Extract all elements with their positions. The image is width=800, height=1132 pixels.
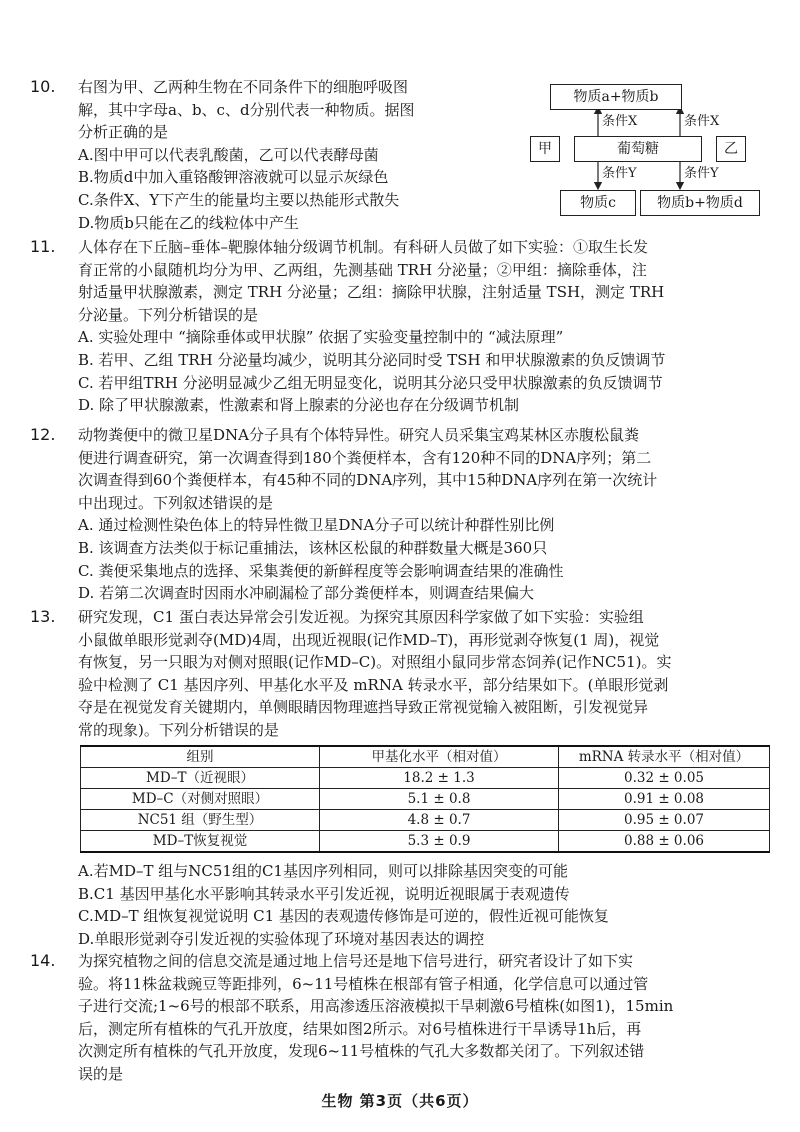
stem-line: 人体存在下丘脑–垂体–靶腺体轴分级调节机制。有科研人员做了如下实验：①取生长发 [78,238,649,256]
question-13 [30,606,775,742]
stem-line: 常的现象)。下列分析错误的是 [78,720,279,739]
options [78,326,775,416]
question-stem [78,76,508,144]
organism-a-box: 甲 [530,136,560,162]
options [78,144,508,234]
options [78,860,775,950]
table-cell: NC51 组（野生型） [81,810,320,831]
option-d: D. 若第二次调查时因雨水冲刷漏检了部分粪便样本，则调查结果偏大 [78,584,535,603]
table-header: 组别 [81,746,320,768]
table-cell: MD–T恢复视觉 [81,831,320,853]
question-stem [78,236,775,326]
question-number: 10. [30,77,56,96]
stem-line: 动物粪便中的微卫星DNA分子具有个体特异性。研究人员采集宝鸡某林区赤腹松鼠粪 [78,426,639,444]
top-box: 物质a+物质b [550,84,682,110]
respiration-diagram [530,80,770,220]
stem-line: 次测定所有植株的气孔开放度，发现6~11号植株的气孔大多数都关闭了。下列叙述错 [78,1042,645,1061]
option-d: D.物质b只能在乙的线粒体中产生 [78,213,299,232]
condition-x-left: 条件X [602,114,638,129]
page-footer: 生物 第3页（共6页） [321,1092,479,1110]
option-c: C.条件X、Y下产生的能量均主要以热能形式散失 [78,190,400,209]
question-11 [30,236,775,417]
stem-line: 中出现过。下列叙述错误的是 [78,493,274,512]
option-b: B. 若甲、乙组 TRH 分泌量均减少，说明其分泌同时受 TSH 和甲状腺激素的负反馈调节 [78,350,666,369]
table-cell: 0.88 ± 0.06 [559,831,770,853]
option-c: C. 粪便采集地点的选择、采集粪便的新鲜程度等会影响调查结果的准确性 [78,561,564,580]
question-stem [78,950,775,1086]
condition-x-right: 条件X [684,114,720,129]
stem-line: 后，测定所有植株的气孔开放度，结果如图2所示。对6号植株进行干旱诱导1h后，再 [78,1019,642,1038]
stem-line: 分析正确的是 [78,123,169,142]
stem-line: 育正常的小鼠随机均分为甲、乙两组，先测基础 TRH 分泌量；②甲组：摘除垂体，注 [78,260,647,279]
table-row [81,768,770,789]
stem-line: 解，其中字母a、b、c、d分别代表一种物质。据图 [78,100,415,119]
stem-line: 为探究植物之间的信息交流是通过地上信号还是地下信号进行，研究者设计了如下实 [78,952,634,970]
stem-line: 小鼠做单眼形觉剥夺(MD)4周，出现近视眼(记作MD–T)，再形觉剥夺恢复(1 周)，视觉 [78,630,660,649]
stem-line: 误的是 [78,1064,124,1083]
question-12 [30,424,775,605]
question-number: 14. [30,951,56,970]
table-cell: 0.32 ± 0.05 [559,768,770,789]
bottom-right-box: 物质b+物质d [640,190,760,216]
options [78,514,775,604]
stem-line: 子进行交流;1~6号的根部不联系，用高渗透压溶液模拟干旱刺激6号植株(如图1)，15min [78,997,674,1016]
table-row [81,810,770,831]
table-header-row [81,746,770,768]
question-number: 11. [30,237,56,256]
stem-line: 验。将11株盆栽豌豆等距排列，6~11号植株在根部有管子相通，化学信息可以通过管 [78,974,649,993]
stem-line: 研究发现，C1 蛋白表达异常会引发近视。为探究其原因科学家做了如下实验：实验组 [78,608,644,626]
table-header: mRNA 转录水平（相对值） [559,746,770,768]
option-b: B. 该调查方法类似于标记重捕法，该林区松鼠的种群数量大概是360只 [78,538,548,557]
table-row [81,789,770,810]
question-stem [78,606,775,742]
table-cell: 4.8 ± 0.7 [320,810,559,831]
stem-line: 验中检测了 C1 基因序列、甲基化水平及 mRNA 转录水平，部分结果如下。(单眼形觉剥 [78,675,669,694]
option-a: A. 通过检测性染色体上的特异性微卫星DNA分子可以统计种群性别比例 [78,516,555,535]
stem-line: 次调查得到60个粪便样本，有45种不同的DNA序列，其中15种DNA序列在第一次统计 [78,471,658,490]
stem-line: 右图为甲、乙两种生物在不同条件下的细胞呼吸图 [78,78,409,96]
question-number: 13. [30,607,56,626]
stem-line: 分泌量。下列分析错误的是 [78,305,259,324]
glucose-box: 葡萄糖 [574,136,702,162]
option-b: B.物质d中加入重铬酸钾溶液就可以显示灰绿色 [78,168,389,187]
table-cell: 18.2 ± 1.3 [320,768,559,789]
table-cell: 5.3 ± 0.9 [320,831,559,853]
table-cell: 5.1 ± 0.8 [320,789,559,810]
bottom-left-box: 物质c [560,190,636,216]
option-b: B.C1 基因甲基化水平影响其转录水平引发近视，说明近视眼属于表观遗传 [78,884,570,903]
option-c: C. 若甲组TRH 分泌明显减少乙组无明显变化，说明其分泌只受甲状腺激素的负反馈调节 [78,373,663,392]
table-cell: MD–T（近视眼） [81,768,320,789]
question-stem [78,424,775,514]
option-d: D.单眼形觉剥夺引发近视的实验体现了环境对基因表达的调控 [78,929,485,948]
question-number: 12. [30,425,56,444]
table-row [81,831,770,853]
table-cell: 0.95 ± 0.07 [559,810,770,831]
table-cell: MD–C（对侧对照眼） [81,789,320,810]
condition-y-right: 条件Y [684,166,719,181]
stem-line: 射适量甲状腺激素，测定 TRH 分泌量；乙组：摘除甲状腺，注射适量 TSH，测定 TRH [78,283,665,302]
table-cell: 0.91 ± 0.08 [559,789,770,810]
option-d: D. 除了甲状腺激素，性激素和肾上腺素的分泌也存在分级调节机制 [78,396,520,415]
organism-b-box: 乙 [716,136,746,162]
option-a: A.图中甲可以代表乳酸菌，乙可以代表酵母菌 [78,145,379,164]
option-c: C.MD–T 组恢复视觉说明 C1 基因的表观遗传修饰是可逆的，假性近视可能恢复 [78,907,609,926]
option-a: A.若MD–T 组与NC51组的C1基因序列相同，则可以排除基因突变的可能 [78,862,568,880]
question-13-options [30,860,775,950]
results-table [80,745,770,853]
table-header: 甲基化水平（相对值） [320,746,559,768]
option-a: A. 实验处理中 “摘除垂体或甲状腺” 依据了实验变量控制中的 “减法原理” [78,328,564,347]
stem-line: 夺是在视觉发育关键期内，单侧眼睛因物理遮挡导致正常视觉输入被阻断，引发视觉异 [78,698,649,717]
question-14 [30,950,775,1086]
condition-y-left: 条件Y [602,166,637,181]
stem-line: 便进行调查研究，第一次调查得到180个粪便样本，含有120种不同的DNA序列；第二 [78,448,652,467]
stem-line: 有恢复，另一只眼为对侧对照眼(记作MD–C)。对照组小鼠同步常态饲养(记作NC51)。实 [78,653,672,672]
